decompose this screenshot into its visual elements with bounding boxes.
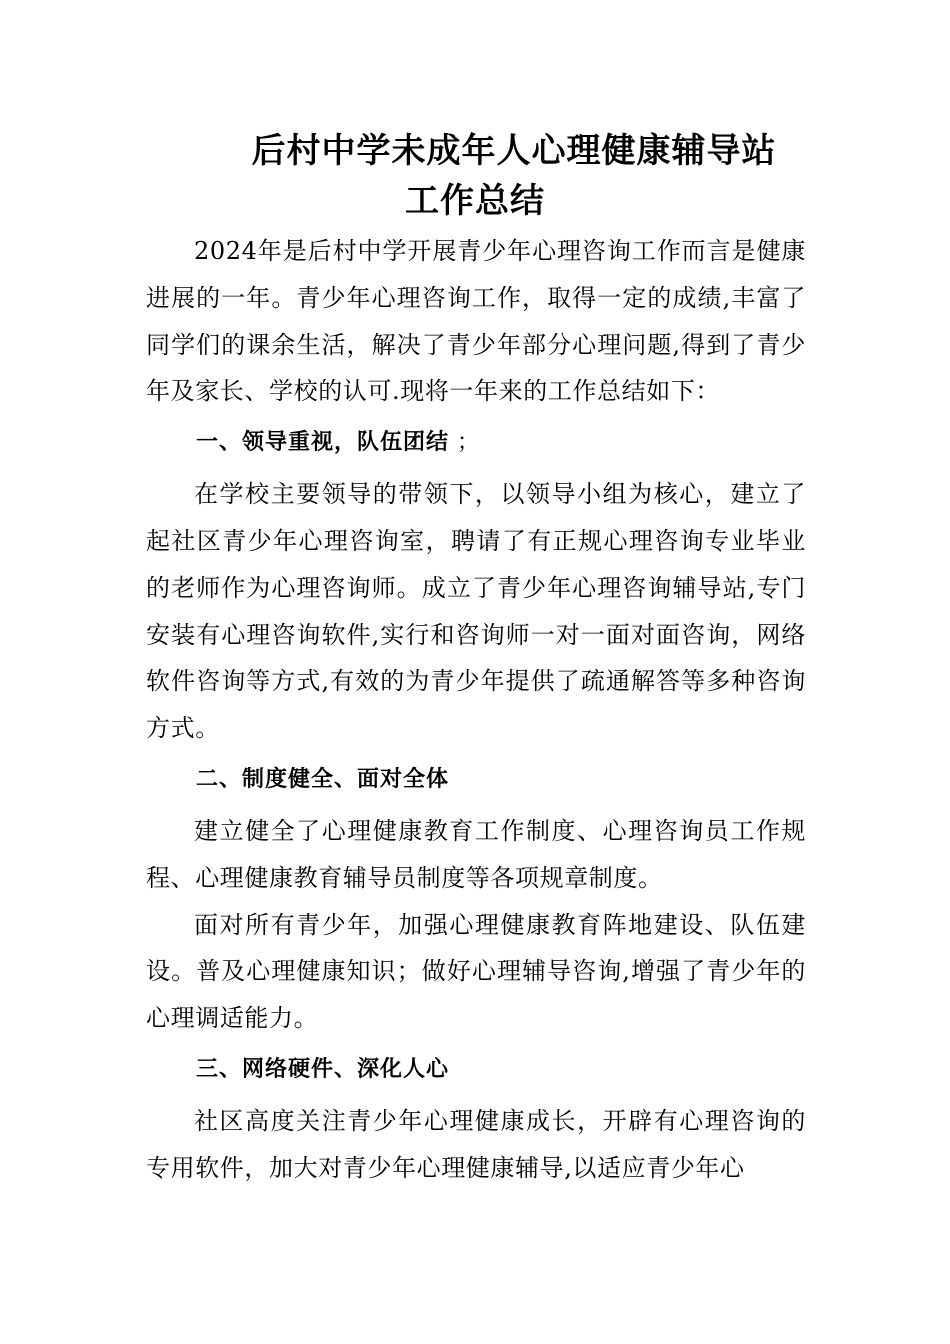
section-heading-1	[146, 415, 806, 471]
intro-paragraph: 2024年是后村中学开展青少年心理咨询工作而言是健康进展的一年。青少年心理咨询工作，取得一定的成绩,丰富了同学们的课余生活，解决了青少年部分心理问题,得到了青少年及家长、学校的认可.现将一年来的工作总结如下：	[146, 237, 806, 406]
document-title-line-1: 后村中学未成年人心理健康辅导站	[251, 131, 777, 171]
section-heading-1-text: 一、领导重视，队伍团结	[196, 430, 450, 456]
section-2-paragraph-2: 面对所有青少年，加强心理健康教育阵地建设、队伍建设。普及心理健康知识；做好心理辅导咨询,增强了青少年的心理调适能力。	[146, 910, 806, 1033]
document-body	[146, 228, 806, 1192]
document-title-line-2: 工作总结	[405, 181, 545, 221]
section-2-paragraph-1: 建立健全了心理健康教育工作制度、心理咨询员工作规程、心理健康教育辅导员制度等各项规章制度。	[146, 816, 806, 892]
section-heading-1-trail: ；	[449, 430, 481, 456]
section-1-paragraph: 在学校主要领导的带领下，以领导小组为核心，建立了起社区青少年心理咨询室，聘请了有正规心理咨询专业毕业的老师作为心理咨询师。成立了青少年心理咨询辅导站,专门安装有心理咨询软件,实行和咨询师一对一面对面咨询，网络软件咨询等方式,有效的为青少年提供了疏通解答等多种咨询方式。	[146, 480, 806, 743]
section-heading-3: 三、网络硬件、深化人心	[196, 1056, 450, 1082]
section-heading-2: 二、制度健全、面对全体	[196, 766, 450, 792]
section-3-paragraph: 社区高度关注青少年心理健康成长，开辟有心理咨询的专用软件，加大对青少年心理健康辅导,以适应青少年心	[146, 1106, 806, 1182]
